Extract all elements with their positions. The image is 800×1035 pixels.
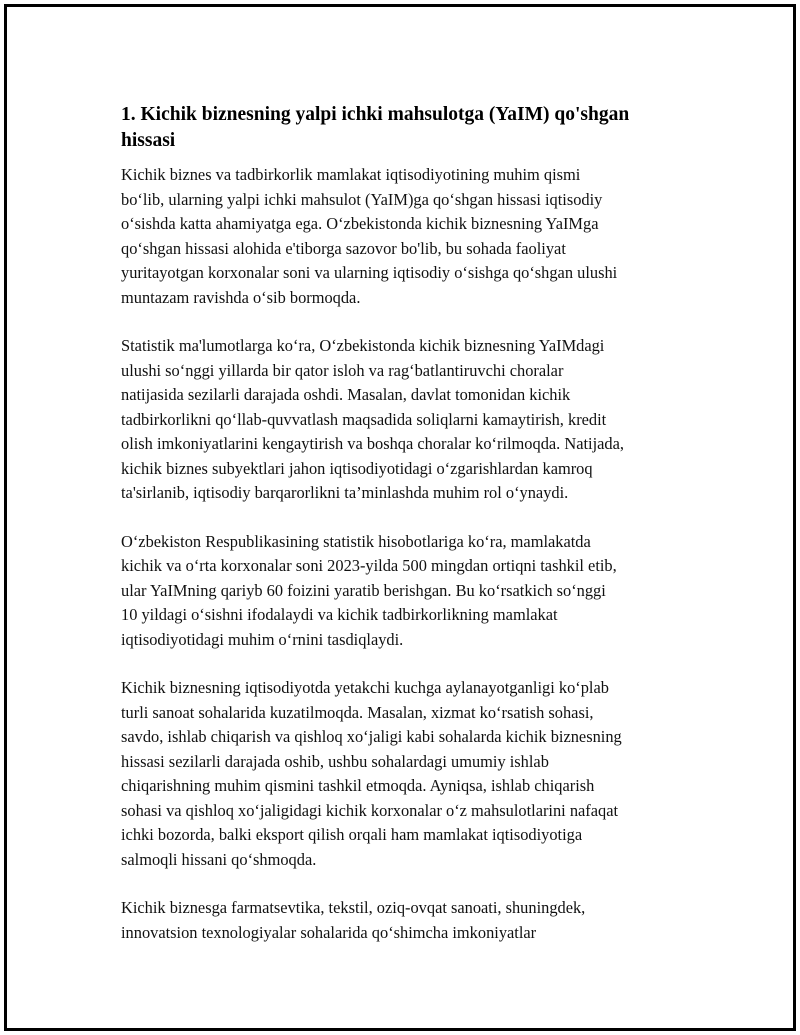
text-line: ular YaIMning qariyb 60 foizini yaratib berishgan. Bu ko‘rsatkich so‘nggi bbox=[121, 580, 606, 600]
text-line: Kichik biznes va tadbirkorlik mamlakat iqtisodiyotining muhim qismi bbox=[121, 165, 581, 184]
text-line: 10 yildagi o‘sishni ifodalaydi va kichik tadbirkorlikning mamlakat bbox=[121, 605, 558, 624]
document-page bbox=[4, 4, 796, 1031]
text-line: yuritayotgan korxonalar soni va ularning iqtisodiy o‘sishga qo‘shgan ulushi bbox=[121, 263, 618, 282]
text-line: savdo, ishlab chiqarish va qishloq xo‘jaligi kabi sohalarda kichik biznesning bbox=[121, 727, 622, 746]
heading-line: 1. Kichik biznesning yalpi ichki mahsulotga (YaIM) qo'shgan bbox=[121, 104, 630, 125]
document-body bbox=[121, 102, 711, 969]
text-line: ulushi so‘nggi yillarda bir qator isloh va rag‘batlantiruvchi choralar bbox=[121, 360, 564, 380]
text-line: kichik biznes subyektlari jahon iqtisodiyotidagi o‘zgarishlardan kamroq bbox=[121, 458, 593, 478]
text-line: Kichik biznesning iqtisodiyotda yetakchi kuchga aylanayotganligi ko‘plab bbox=[121, 678, 609, 697]
text-line: ta'sirlanib, iqtisodiy barqarorlikni ta’minlashda muhim rol o‘ynaydi. bbox=[121, 483, 569, 502]
text-line: tadbirkorlikni qo‘llab-quvvatlash maqsadida soliqlarni kamaytirish, kredit bbox=[121, 409, 607, 429]
paragraph-1 bbox=[121, 163, 711, 310]
text-line: Kichik biznesga farmatsevtika, tekstil, oziq-ovqat sanoati, shuningdek, bbox=[121, 898, 586, 917]
text-line: o‘sishda katta ahamiyatga ega. O‘zbekistonda kichik biznesning YaIMga bbox=[121, 214, 599, 233]
text-line: olish imkoniyatlarini kengaytirish va boshqa choralar ko‘rilmoqda. Natijada, bbox=[121, 434, 624, 453]
paragraph-3 bbox=[121, 530, 711, 653]
heading-line: hissasi bbox=[121, 130, 176, 151]
paragraph-4 bbox=[121, 676, 711, 872]
section-heading bbox=[121, 102, 711, 154]
text-line: salmoqli hissani qo‘shmoqda. bbox=[121, 849, 317, 869]
text-line: kichik va o‘rta korxonalar soni 2023-yilda 500 mingdan ortiqni tashkil etib, bbox=[121, 556, 617, 575]
text-line: innovatsion texnologiyalar sohalarida qo‘shimcha imkoniyatlar bbox=[121, 922, 537, 942]
text-line: sohasi va qishloq xo‘jaligidagi kichik korxonalar o‘z mahsulotlarini nafaqat bbox=[121, 800, 619, 820]
paragraph-2 bbox=[121, 334, 711, 506]
text-line: ichki bozorda, balki eksport qilish orqali ham mamlakat iqtisodiyotiga bbox=[121, 825, 583, 844]
text-line: muntazam ravishda o‘sib bormoqda. bbox=[121, 287, 361, 307]
text-line: hissasi sezilarli darajada oshib, ushbu sohalardagi umumiy ishlab bbox=[121, 751, 549, 771]
text-line: turli sanoat sohalarida kuzatilmoqda. Masalan, xizmat ko‘rsatish sohasi, bbox=[121, 702, 594, 722]
text-line: chiqarishning muhim qismini tashkil etmoqda. Ayniqsa, ishlab chiqarish bbox=[121, 776, 595, 795]
text-line: Statistik ma'lumotlarga ko‘ra, O‘zbekistonda kichik biznesning YaIMdagi bbox=[121, 336, 605, 355]
text-line: O‘zbekiston Respublikasining statistik hisobotlariga ko‘ra, mamlakatda bbox=[121, 531, 591, 551]
text-line: bo‘lib, ularning yalpi ichki mahsulot (YaIM)ga qo‘shgan hissasi iqtisodiy bbox=[121, 189, 603, 209]
text-line: iqtisodiyotidagi muhim o‘rnini tasdiqlaydi. bbox=[121, 629, 404, 649]
text-line: qo‘shgan hissasi alohida e'tiborga sazovor bo'lib, bu sohada faoliyat bbox=[121, 238, 566, 258]
paragraph-5 bbox=[121, 896, 711, 945]
text-line: natijasida sezilarli darajada oshdi. Masalan, davlat tomonidan kichik bbox=[121, 385, 571, 404]
